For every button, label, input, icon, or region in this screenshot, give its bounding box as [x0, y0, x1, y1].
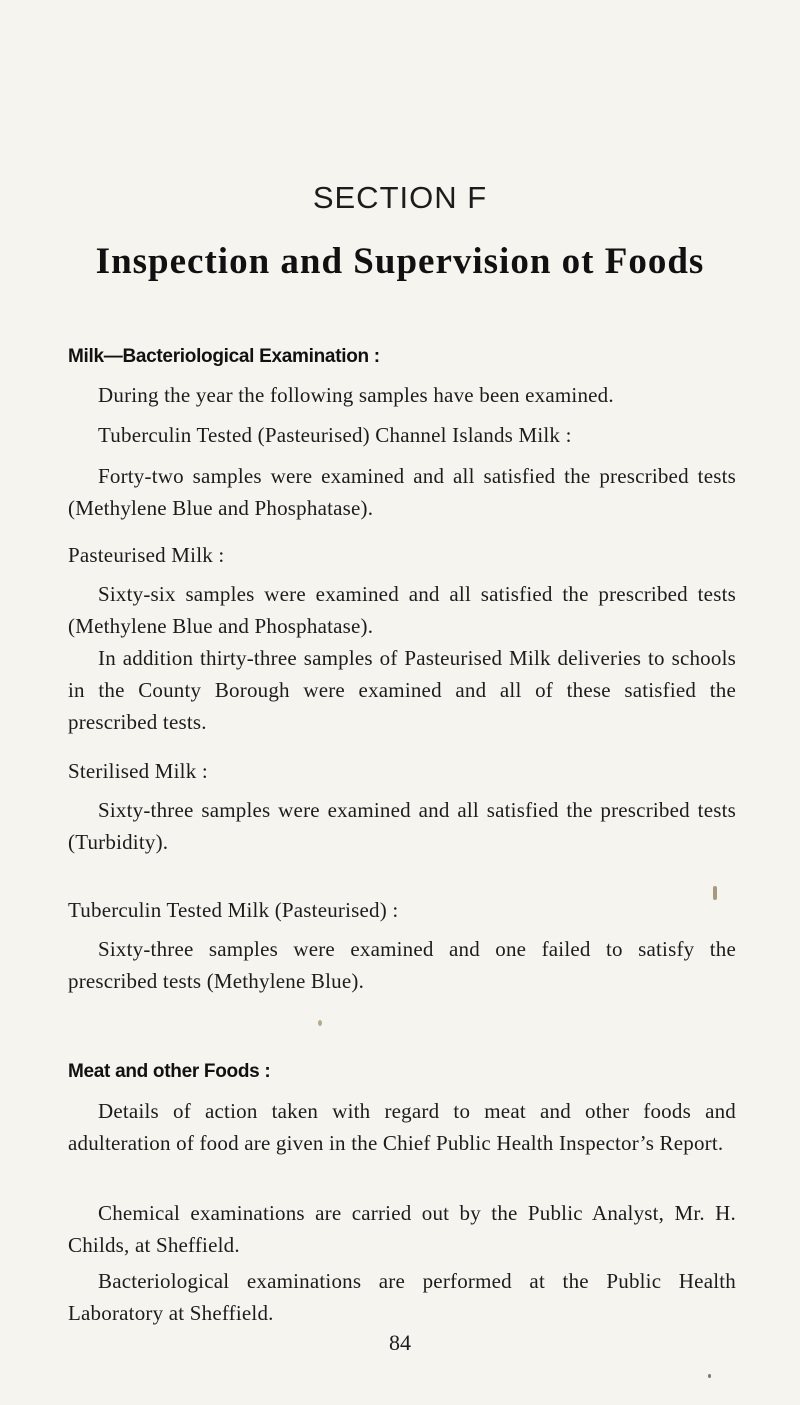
meat-paragraph-2: Chemical examinations are carried out by the Public Analyst, Mr. H. Childs, at Sheffield. [68, 1201, 736, 1257]
tt-channel-label: Tuberculin Tested (Pasteurised) Channel Islands Milk : [98, 423, 572, 447]
pasteurised-text-1: Sixty-six samples were examined and all satisfied the prescribed tests (Methylene Blue and Phosphatase). [68, 582, 736, 638]
meat-heading: Meat and other Foods : [68, 1061, 271, 1082]
milk-intro: During the year the following samples have been examined. [98, 383, 614, 407]
milk-heading: Milk—Bacteriological Examination : [68, 346, 380, 367]
tt-pasteurised-text: Sixty-three samples were examined and one failed to satisfy the prescribed tests (Methylene Blue). [68, 937, 736, 993]
paper-speck [713, 886, 717, 900]
pasteurised-text-2: In addition thirty-three samples of Pasteurised Milk deliveries to schools in the County Borough were examined and all of these satisfied the prescribed tests. [68, 646, 736, 734]
page-number: 84 [389, 1330, 411, 1355]
paper-speck [708, 1374, 711, 1378]
pasteurised-label: Pasteurised Milk : [68, 543, 225, 567]
paper-speck [318, 1020, 322, 1026]
meat-paragraph-1: Details of action taken with regard to meat and other foods and adulteration of food are given in the Chief Public Health Inspector’s Report. [68, 1099, 736, 1155]
sterilised-label: Sterilised Milk : [68, 759, 208, 783]
tt-channel-text: Forty-two samples were examined and all satisfied the prescribed tests (Methylene Blue and Phosphatase). [68, 464, 736, 520]
tt-pasteurised-label: Tuberculin Tested Milk (Pasteurised) : [68, 898, 399, 922]
section-label: SECTION F [312, 180, 488, 215]
page-title: Inspection and Supervision ot Foods [95, 241, 705, 282]
sterilised-text: Sixty-three samples were examined and all satisfied the prescribed tests (Turbidity). [68, 798, 736, 854]
meat-paragraph-3: Bacteriological examinations are performed at the Public Health Laboratory at Sheffield. [68, 1269, 736, 1325]
